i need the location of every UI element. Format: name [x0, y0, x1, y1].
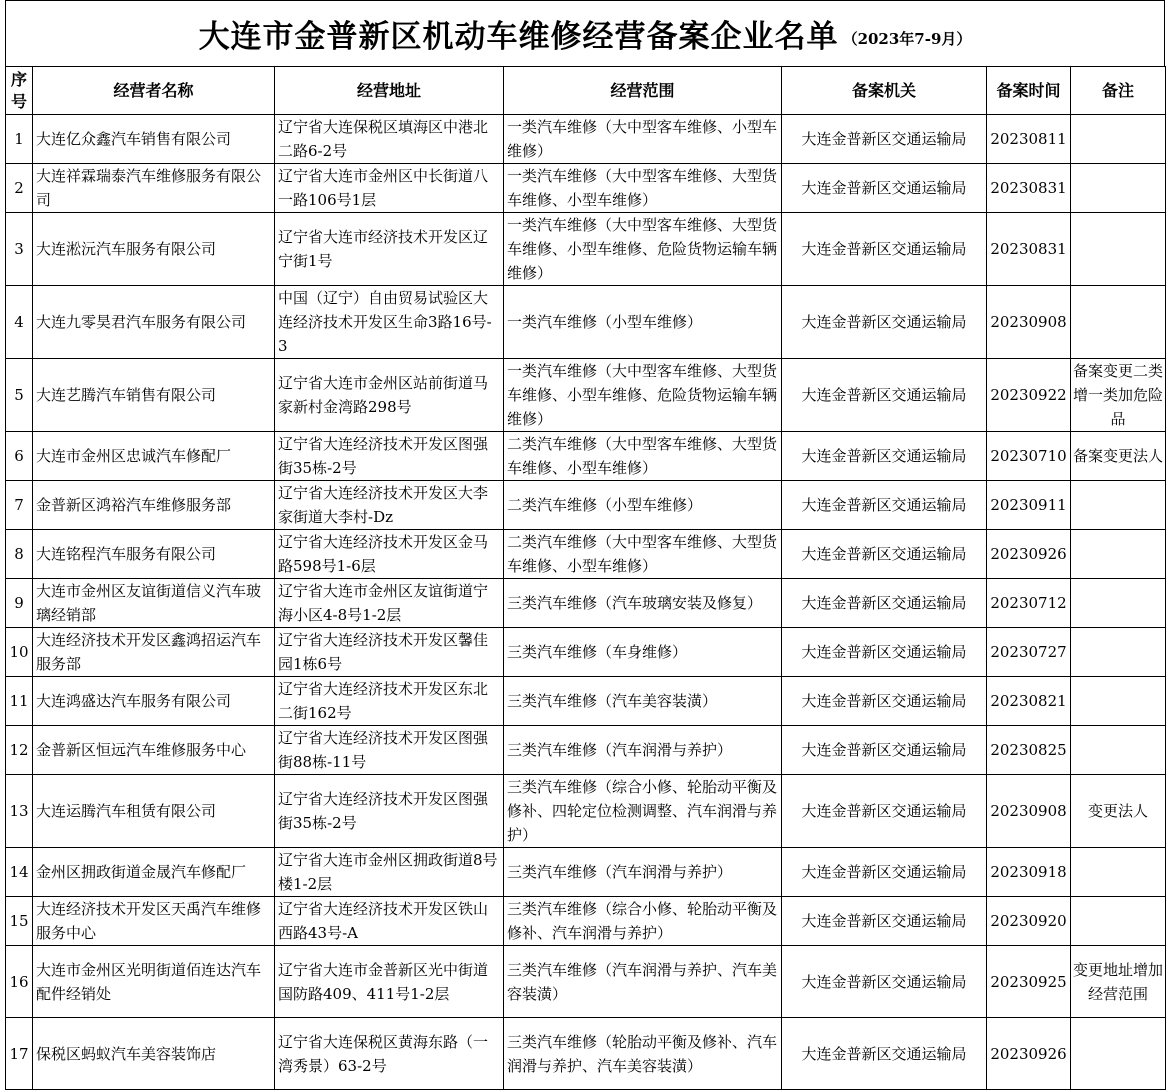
- cell-no: 16: [6, 946, 33, 1018]
- cell-org: 大连金普新区交通运输局: [782, 848, 987, 897]
- cell-date: 20230925: [987, 946, 1071, 1018]
- cell-org: 大连金普新区交通运输局: [782, 432, 987, 481]
- cell-no: 9: [6, 579, 33, 628]
- cell-name: 大连市金州区忠诚汽车修配厂: [33, 432, 275, 481]
- cell-scope: 三类汽车维修（汽车玻璃安装及修复）: [504, 579, 782, 628]
- cell-remark: 备案变更法人: [1071, 432, 1166, 481]
- cell-date: 20230831: [987, 213, 1071, 286]
- cell-no: 7: [6, 481, 33, 530]
- table-row: [6, 946, 1166, 1018]
- cell-date: 20230811: [987, 115, 1071, 164]
- cell-name: 保税区蚂蚁汽车美容装饰店: [33, 1018, 275, 1090]
- cell-name: 大连鸿盛达汽车服务有限公司: [33, 677, 275, 726]
- cell-scope: 三类汽车维修（汽车润滑与养护）: [504, 726, 782, 775]
- table-row: [6, 481, 1166, 530]
- table-row: [6, 213, 1166, 286]
- cell-no: 4: [6, 286, 33, 359]
- header-name: 经营者名称: [33, 67, 275, 115]
- table-row: [6, 726, 1166, 775]
- cell-date: 20230918: [987, 848, 1071, 897]
- title-row: [5, 0, 1165, 66]
- cell-date: 20230926: [987, 1018, 1071, 1090]
- cell-remark: [1071, 1018, 1166, 1090]
- table-row: [6, 677, 1166, 726]
- cell-date: 20230821: [987, 677, 1071, 726]
- cell-no: 2: [6, 164, 33, 213]
- cell-name: 金州区拥政街道金晟汽车修配厂: [33, 848, 275, 897]
- cell-no: 17: [6, 1018, 33, 1090]
- cell-date: 20230908: [987, 286, 1071, 359]
- cell-remark: 变更地址增加经营范围: [1071, 946, 1166, 1018]
- table-row: [6, 359, 1166, 432]
- header-address: 经营地址: [275, 67, 504, 115]
- cell-org: 大连金普新区交通运输局: [782, 359, 987, 432]
- cell-org: 大连金普新区交通运输局: [782, 946, 987, 1018]
- cell-scope: 一类汽车维修（大中型客车维修、大型货车维修、小型车维修、危险货物运输车辆维修）: [504, 359, 782, 432]
- cell-name: 金普新区恒远汽车维修服务中心: [33, 726, 275, 775]
- header-scope: 经营范围: [504, 67, 782, 115]
- cell-remark: [1071, 677, 1166, 726]
- cell-scope: 一类汽车维修（大中型客车维修、小型车维修）: [504, 115, 782, 164]
- cell-scope: 一类汽车维修（大中型客车维修、大型货车维修、小型车维修、危险货物运输车辆维修）: [504, 213, 782, 286]
- page-subtitle: （2023年7-9月）: [842, 30, 972, 48]
- cell-name: 大连祥霖瑞泰汽车维修服务有限公司: [33, 164, 275, 213]
- cell-org: 大连金普新区交通运输局: [782, 897, 987, 946]
- cell-no: 8: [6, 530, 33, 579]
- cell-org: 大连金普新区交通运输局: [782, 286, 987, 359]
- cell-no: 12: [6, 726, 33, 775]
- cell-address: 辽宁省大连保税区黄海东路（一湾秀景）63-2号: [275, 1018, 504, 1090]
- cell-no: 1: [6, 115, 33, 164]
- cell-scope: 三类汽车维修（汽车美容装潢）: [504, 677, 782, 726]
- cell-scope: 二类汽车维修（大中型客车维修、大型货车维修、小型车维修）: [504, 530, 782, 579]
- cell-remark: [1071, 530, 1166, 579]
- table-row: [6, 530, 1166, 579]
- cell-name: 大连亿众鑫汽车销售有限公司: [33, 115, 275, 164]
- table-row: [6, 115, 1166, 164]
- table-row: [6, 164, 1166, 213]
- cell-scope: 三类汽车维修（汽车润滑与养护）: [504, 848, 782, 897]
- cell-remark: [1071, 848, 1166, 897]
- header-date: 备案时间: [987, 67, 1071, 115]
- header-remark: 备注: [1071, 67, 1166, 115]
- cell-address: 辽宁省大连市金普新区光中街道国防路409、411号1-2层: [275, 946, 504, 1018]
- cell-no: 15: [6, 897, 33, 946]
- cell-no: 5: [6, 359, 33, 432]
- cell-date: 20230920: [987, 897, 1071, 946]
- page-title: 大连市金普新区机动车维修经营备案企业名单: [198, 19, 839, 55]
- cell-no: 3: [6, 213, 33, 286]
- cell-remark: [1071, 579, 1166, 628]
- cell-org: 大连金普新区交通运输局: [782, 775, 987, 848]
- cell-address: 辽宁省大连经济技术开发区大李家街道大李村-Dz: [275, 481, 504, 530]
- cell-date: 20230926: [987, 530, 1071, 579]
- cell-name: 大连运腾汽车租赁有限公司: [33, 775, 275, 848]
- cell-scope: 三类汽车维修（轮胎动平衡及修补、汽车润滑与养护、汽车美容装潢）: [504, 1018, 782, 1090]
- cell-date: 20230922: [987, 359, 1071, 432]
- cell-org: 大连金普新区交通运输局: [782, 726, 987, 775]
- cell-scope: 二类汽车维修（大中型客车维修、大型货车维修、小型车维修）: [504, 432, 782, 481]
- header-org: 备案机关: [782, 67, 987, 115]
- cell-remark: [1071, 481, 1166, 530]
- cell-date: 20230831: [987, 164, 1071, 213]
- cell-no: 6: [6, 432, 33, 481]
- cell-name: 大连九零昊君汽车服务有限公司: [33, 286, 275, 359]
- cell-scope: 三类汽车维修（车身维修）: [504, 628, 782, 677]
- cell-remark: [1071, 164, 1166, 213]
- cell-date: 20230727: [987, 628, 1071, 677]
- cell-org: 大连金普新区交通运输局: [782, 213, 987, 286]
- cell-address: 辽宁省大连经济技术开发区金马路598号1-6层: [275, 530, 504, 579]
- cell-address: 辽宁省大连市金州区拥政街道8号楼1-2层: [275, 848, 504, 897]
- cell-address: 辽宁省大连市金州区站前街道马家新村金湾路298号: [275, 359, 504, 432]
- table-row: [6, 286, 1166, 359]
- cell-org: 大连金普新区交通运输局: [782, 115, 987, 164]
- cell-date: 20230710: [987, 432, 1071, 481]
- cell-name: 大连铭程汽车服务有限公司: [33, 530, 275, 579]
- cell-name: 金普新区鸿裕汽车维修服务部: [33, 481, 275, 530]
- cell-name: 大连艺腾汽车销售有限公司: [33, 359, 275, 432]
- cell-address: 辽宁省大连市金州区友谊街道宁海小区4-8号1-2层: [275, 579, 504, 628]
- cell-remark: [1071, 115, 1166, 164]
- cell-address: 辽宁省大连经济技术开发区东北二街162号: [275, 677, 504, 726]
- cell-name: 大连市金州区光明街道佰连达汽车配件经销处: [33, 946, 275, 1018]
- cell-date: 20230712: [987, 579, 1071, 628]
- cell-name: 大连经济技术开发区鑫鸿招运汽车服务部: [33, 628, 275, 677]
- table-row: [6, 775, 1166, 848]
- cell-no: 11: [6, 677, 33, 726]
- cell-org: 大连金普新区交通运输局: [782, 579, 987, 628]
- cell-address: 辽宁省大连经济技术开发区铁山西路43号-A: [275, 897, 504, 946]
- cell-no: 10: [6, 628, 33, 677]
- cell-scope: 一类汽车维修（大中型客车维修、大型货车维修、小型车维修）: [504, 164, 782, 213]
- cell-scope: 一类汽车维修（小型车维修）: [504, 286, 782, 359]
- cell-org: 大连金普新区交通运输局: [782, 530, 987, 579]
- cell-scope: 二类汽车维修（小型车维修）: [504, 481, 782, 530]
- cell-address: 中国（辽宁）自由贸易试验区大连经济技术开发区生命3路16号-3: [275, 286, 504, 359]
- cell-address: 辽宁省大连市经济技术开发区辽宁街1号: [275, 213, 504, 286]
- cell-address: 辽宁省大连经济技术开发区馨佳园1栋6号: [275, 628, 504, 677]
- cell-date: 20230825: [987, 726, 1071, 775]
- cell-remark: [1071, 213, 1166, 286]
- cell-address: 辽宁省大连经济技术开发区图强街35栋-2号: [275, 432, 504, 481]
- cell-org: 大连金普新区交通运输局: [782, 628, 987, 677]
- header-no: 序号: [6, 67, 33, 115]
- cell-name: 大连淞沅汽车服务有限公司: [33, 213, 275, 286]
- cell-org: 大连金普新区交通运输局: [782, 164, 987, 213]
- header-row: [6, 67, 1166, 115]
- cell-org: 大连金普新区交通运输局: [782, 677, 987, 726]
- cell-scope: 三类汽车维修（综合小修、轮胎动平衡及修补、四轮定位检测调整、汽车润滑与养护）: [504, 775, 782, 848]
- table-row: [6, 848, 1166, 897]
- table-row: [6, 432, 1166, 481]
- table-row: [6, 579, 1166, 628]
- cell-scope: 三类汽车维修（综合小修、轮胎动平衡及修补、汽车润滑与养护）: [504, 897, 782, 946]
- cell-no: 13: [6, 775, 33, 848]
- table-body: [6, 115, 1166, 1090]
- cell-address: 辽宁省大连经济技术开发区图强街88栋-11号: [275, 726, 504, 775]
- cell-org: 大连金普新区交通运输局: [782, 481, 987, 530]
- cell-date: 20230911: [987, 481, 1071, 530]
- cell-no: 14: [6, 848, 33, 897]
- cell-org: 大连金普新区交通运输局: [782, 1018, 987, 1090]
- cell-name: 大连经济技术开发区天禹汽车维修服务中心: [33, 897, 275, 946]
- cell-scope: 三类汽车维修（汽车润滑与养护、汽车美容装潢）: [504, 946, 782, 1018]
- cell-remark: [1071, 726, 1166, 775]
- cell-date: 20230908: [987, 775, 1071, 848]
- cell-remark: 备案变更二类增一类加危险品: [1071, 359, 1166, 432]
- cell-remark: [1071, 628, 1166, 677]
- table-row: [6, 897, 1166, 946]
- cell-remark: 变更法人: [1071, 775, 1166, 848]
- filing-table: [5, 66, 1166, 1090]
- cell-address: 辽宁省大连保税区填海区中港北二路6-2号: [275, 115, 504, 164]
- cell-remark: [1071, 286, 1166, 359]
- cell-remark: [1071, 897, 1166, 946]
- cell-address: 辽宁省大连市金州区中长街道八一路106号1层: [275, 164, 504, 213]
- cell-name: 大连市金州区友谊街道信义汽车玻璃经销部: [33, 579, 275, 628]
- table-row: [6, 628, 1166, 677]
- table-row: [6, 1018, 1166, 1090]
- cell-address: 辽宁省大连经济技术开发区图强街35栋-2号: [275, 775, 504, 848]
